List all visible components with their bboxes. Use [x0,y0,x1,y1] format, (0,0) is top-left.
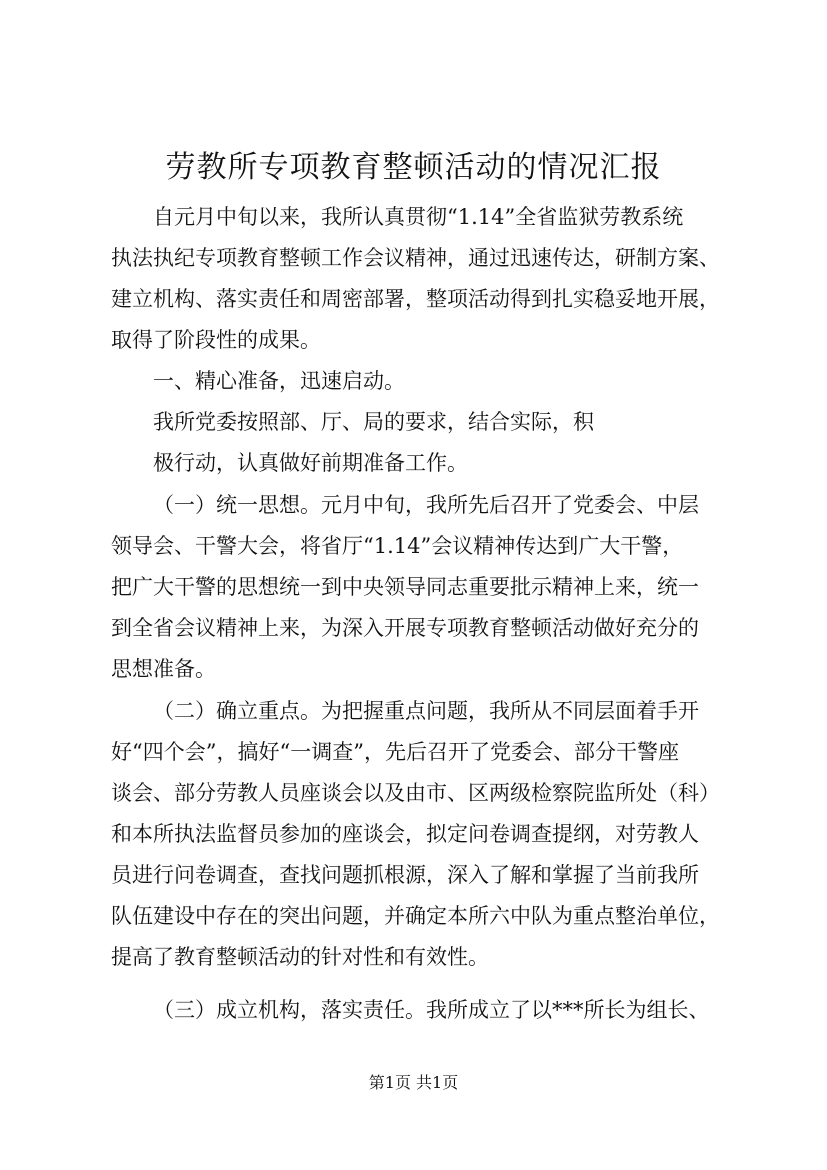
paragraph-line: 把广大干警的思想统一到中央领导同志重要批示精神上来，统一 [111,575,699,599]
paragraph-line: 极行动，认真做好前期准备工作。 [153,451,468,475]
paragraph-line: 领导会、干警大会，将省厅“1.14”会议精神传达到广大干警， [111,534,684,558]
paragraph-line: 思想准备。 [111,657,216,681]
section-heading: 一、精心准备，迅速启动。 [153,369,405,393]
paragraph-line: （二）确立重点。为把握重点问题，我所从不同层面着手开 [153,699,699,723]
paragraph-line: 自元月中旬以来，我所认真贯彻“1.14”全省监狱劳教系统 [153,205,684,229]
page-number-footer: 第1页 共1页 [368,1073,459,1092]
paragraph-line: 取得了阶段性的成果。 [111,328,321,352]
paragraph-line: 我所党委按照部、厅、局的要求，结合实际，积 [153,410,594,434]
paragraph-line: 到全省会议精神上来，为深入开展专项教育整顿活动做好充分的 [111,616,699,640]
paragraph-line: 执法执纪专项教育整顿工作会议精神，通过迅速传达，研制方案、 [111,246,720,270]
paragraph-line: 员进行问卷调查，查找问题抓根源，深入了解和掌握了当前我所 [111,863,699,887]
paragraph-line: （一）统一思想。元月中旬，我所先后召开了党委会、中层 [153,493,699,517]
paragraph-line: （三）成立机构，落实责任。我所成立了以***所长为组长、 [153,998,710,1022]
paragraph-line: 好“四个会”，搞好“一调查”，先后召开了党委会、部分干警座 [111,740,679,764]
paragraph-line: 建立机构、落实责任和周密部署，整项活动得到扎实稳妥地开展， [111,287,720,311]
document-title: 劳教所专项教育整顿活动的情况汇报 [165,150,662,185]
paragraph-line: 谈会、部分劳教人员座谈会以及由市、区两级检察院监所处（科） [111,781,720,805]
paragraph-line: 提高了教育整顿活动的针对性和有效性。 [111,945,489,969]
paragraph-line: 和本所执法监督员参加的座谈会，拟定问卷调查提纲，对劳教人 [111,822,699,846]
paragraph-line: 队伍建设中存在的突出问题，并确定本所六中队为重点整治单位， [111,904,720,928]
